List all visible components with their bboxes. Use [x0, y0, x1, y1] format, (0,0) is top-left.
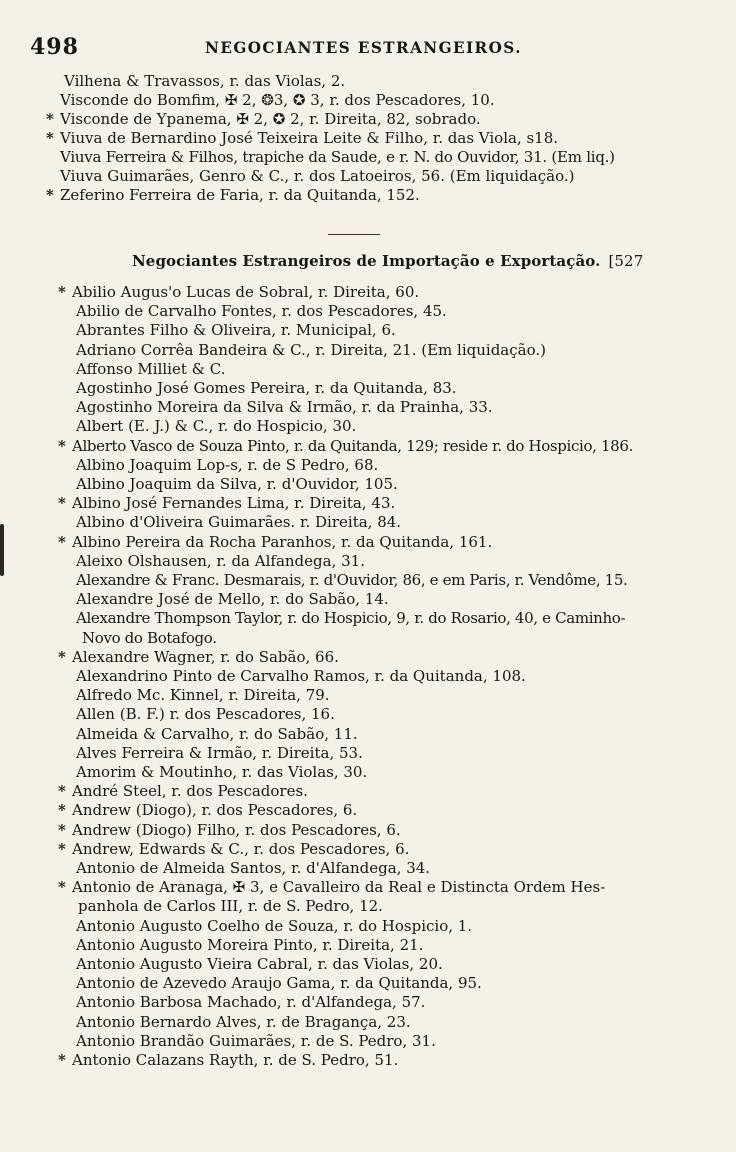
list-item: Antonio de Almeida Santos, r. d'Alfandega, 34.: [76, 859, 431, 877]
list-item: Allen (B. F.) r. dos Pescadores, 16.: [76, 705, 335, 724]
list-item: Antonio Bernardo Alves, r. de Bragança, 23.: [76, 1012, 411, 1031]
page-number: 498: [30, 34, 79, 60]
list-item: * Abilio Augus'o Lucas de Sobral, r. Direita, 60.: [58, 283, 420, 301]
list-item: * Albino Pereira da Rocha Paranhos, r. da Quitanda, 161.: [58, 532, 493, 551]
list-item: * Antonio Calazans Rayth, r. de S. Pedro, 51.: [58, 1051, 399, 1069]
list-item: Antonio Augusto Vieira Cabral, r. das Violas, 20.: [76, 955, 443, 973]
list-item: * Alexandre Wagner, r. do Sabão, 66.: [58, 647, 339, 666]
list-item: Alexandre Thompson Taylor, r. do Hospicio, 9, r. do Rosario, 40, e Caminho- Novo do Botafogo.: [76, 609, 626, 647]
list-item: Vilhena & Travassos, r. das Violas, 2.: [64, 72, 346, 90]
list-item: Alexandre & Franc. Desmarais, r. d'Ouvidor, 86, e em Paris, r. Vendôme, 15.: [76, 571, 628, 589]
list-item: * Visconde de Ypanema, ✠ 2, ✪ 2, r. Direita, 82, sobrado.: [46, 110, 481, 128]
list-item: Albino Joaquim Lop-s, r. de S Pedro, 68.: [76, 455, 379, 474]
list-item: Adriano Corrêa Bandeira & C., r. Direita, 21. (Em liquidação.): [76, 340, 546, 359]
list-item: Alexandre José de Mello, r. do Sabão, 14.: [76, 590, 389, 609]
list-item: Antonio Brandão Guimarães, r. de S. Pedro, 31.: [76, 1031, 436, 1050]
list-item: Visconde do Bomfim, ✠ 2, ❂3, ✪ 3, r. dos Pescadores, 10.: [60, 91, 495, 109]
list-item: Almeida & Carvalho, r. do Sabão, 11.: [76, 724, 358, 743]
list-item: Affonso Milliet & C.: [76, 359, 226, 378]
page-header: [30, 34, 690, 62]
list-item: * Andrew (Diogo), r. dos Pescadores, 6.: [58, 801, 358, 820]
list-item: * Viuva de Bernardino José Teixeira Leite & Filho, r. das Viola, s18.: [46, 129, 559, 147]
list-item: Alexandrino Pinto de Carvalho Ramos, r. da Quitanda, 108.: [76, 667, 526, 685]
list-item: Viuva Ferreira & Filhos, trapiche da Saude, e r. N. do Ouvidor, 31. (Em liq.): [60, 148, 615, 166]
list-item: Alves Ferreira & Irmão, r. Direita, 53.: [76, 743, 363, 762]
list-item: * Andrew, Edwards & C., r. dos Pescadores, 6.: [58, 839, 410, 858]
section-title: Negociantes Estrangeiros de Importação e Exportação. [527: [132, 252, 644, 270]
list-item: Abilio de Carvalho Fontes, r. dos Pescadores, 45.: [76, 302, 447, 321]
list-item: * André Steel, r. dos Pescadores.: [58, 782, 308, 801]
list-item: Viuva Guimarães, Genro & C., r. dos Latoeiros, 56. (Em liquidação.): [60, 167, 575, 185]
list-item: * Andrew (Diogo) Filho, r. dos Pescadores, 6.: [58, 820, 401, 839]
list-item: * Antonio de Aranaga, ✠ 3, e Cavalleiro da Real e Distincta Ordem Hes- panhola de Carlos III, r. de S. Pedro, 12.: [58, 878, 606, 916]
list-item: Agostinho Moreira da Silva & Irmão, r. da Prainha, 33.: [76, 398, 493, 417]
section-divider: [328, 234, 380, 235]
list-item: Agostinho José Gomes Pereira, r. da Quitanda, 83.: [76, 379, 457, 397]
list-item: Alfredo Mc. Kinnel, r. Direita, 79.: [76, 686, 330, 705]
binding-mark: [0, 524, 4, 576]
list-item: * Zeferino Ferreira de Faria, r. da Quitanda, 152.: [46, 186, 420, 204]
list-item: Antonio de Azevedo Araujo Gama, r. da Quitanda, 95.: [76, 974, 482, 993]
list-item: Antonio Augusto Coelho de Souza, r. do Hospicio, 1.: [76, 916, 473, 935]
list-item: Albino d'Oliveira Guimarães. r. Direita, 84.: [76, 513, 402, 532]
list-item: Abrantes Filho & Oliveira, r. Municipal, 6.: [76, 321, 396, 340]
list-item: * Alberto Vasco de Souza Pinto, r. da Quitanda, 129; reside r. do Hospicio, 186.: [58, 436, 633, 455]
list-item: * Albino José Fernandes Lima, r. Direita, 43.: [58, 494, 396, 513]
list-item: Antonio Augusto Moreira Pinto, r. Direita, 21.: [76, 935, 424, 954]
running-head: NEGOCIANTES ESTRANGEIROS.: [205, 38, 522, 57]
list-item: Albert (E. J.) & C., r. do Hospicio, 30.: [76, 417, 357, 436]
list-item: Antonio Barbosa Machado, r. d'Alfandega, 57.: [76, 993, 426, 1012]
list-item: Aleixo Olshausen, r. da Alfandega, 31.: [76, 551, 365, 570]
list-item: Albino Joaquim da Silva, r. d'Ouvidor, 105.: [76, 475, 398, 493]
list-item: Amorim & Moutinho, r. das Violas, 30.: [76, 763, 368, 781]
